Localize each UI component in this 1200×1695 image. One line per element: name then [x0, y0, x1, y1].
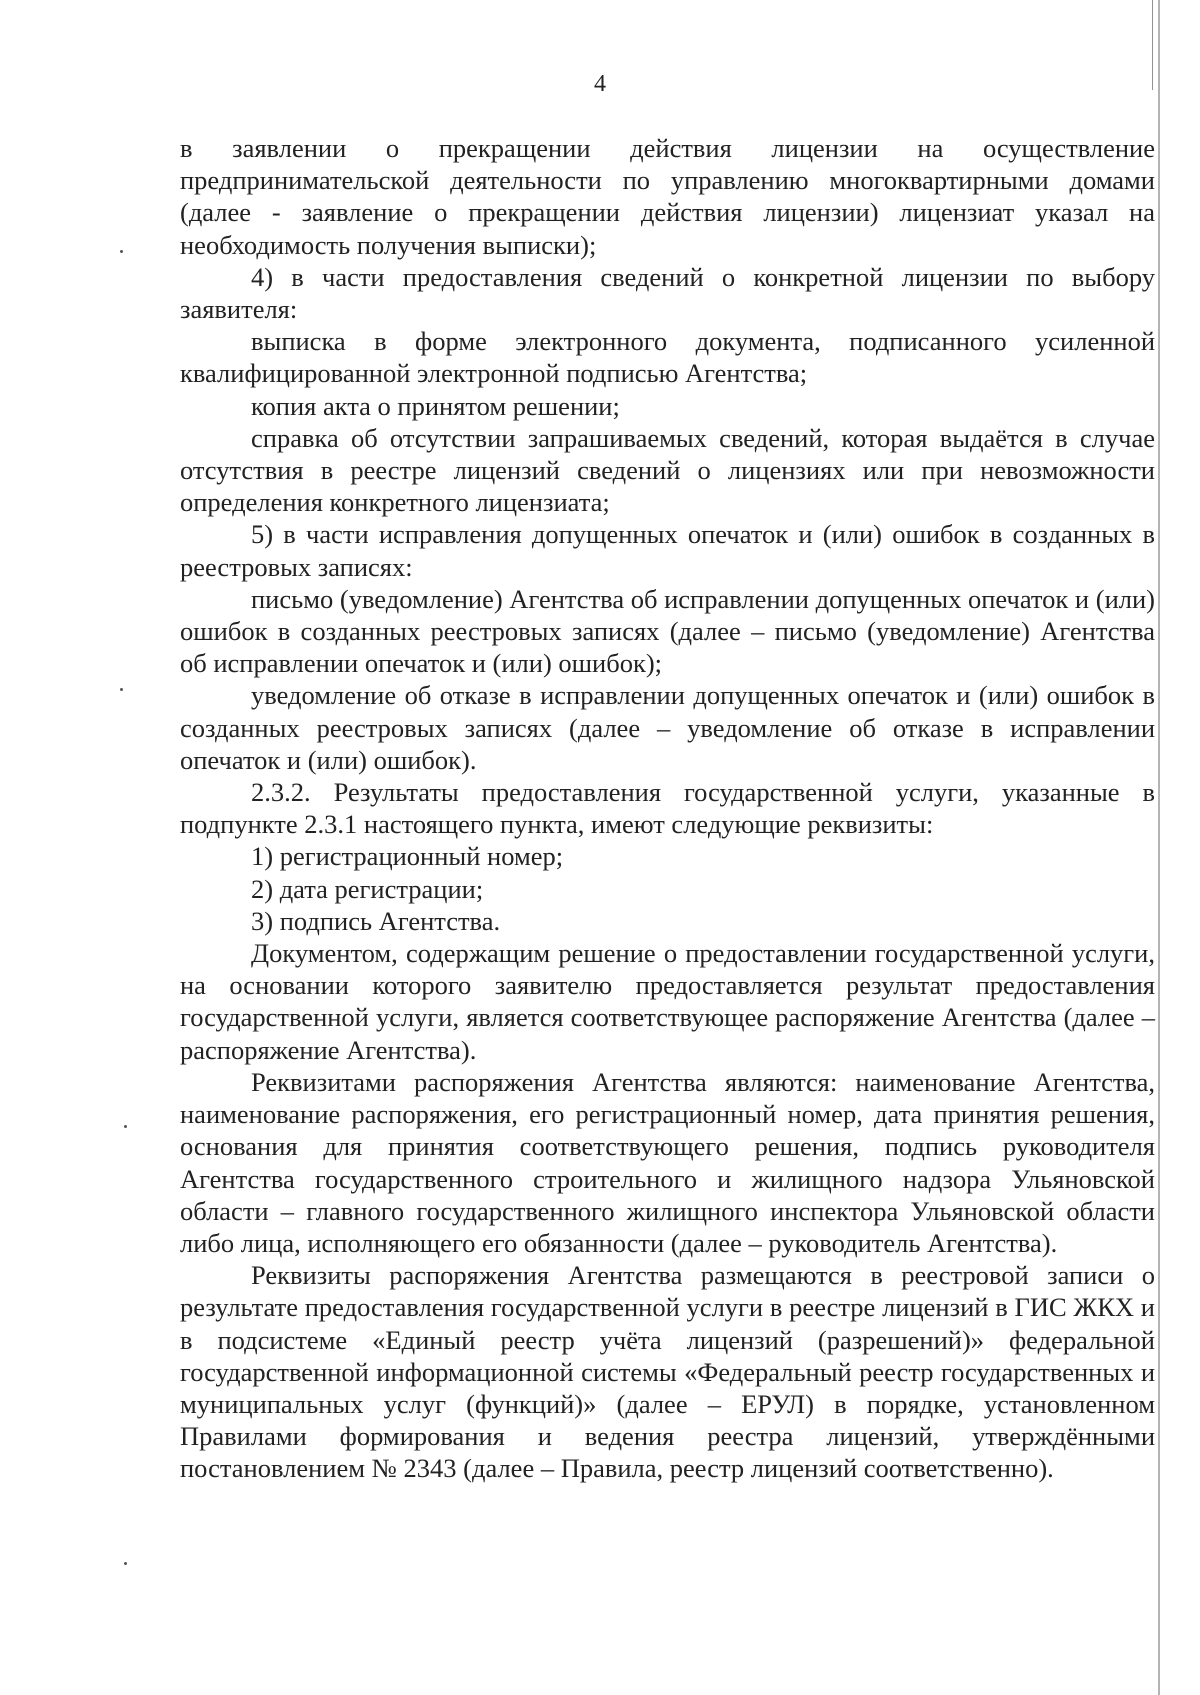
scan-speck — [124, 1125, 127, 1128]
paragraph-2: 4) в части предоставления сведений о конкретной лицензии по выбору заявителя: — [180, 261, 1155, 325]
paragraph-10: 1) регистрационный номер; — [251, 841, 564, 872]
paragraph-12: 3) подпись Агентства. — [251, 905, 501, 936]
paragraph-8: уведомление об отказе в исправлении допущенных опечаток и (или) ошибок в созданных реестровых записях (далее – уведомление об отказе в исправлении опечаток и (или) ошибок). — [180, 680, 1155, 775]
scan-speck — [120, 688, 123, 691]
paragraph-11: 2) дата регистрации; — [251, 873, 484, 904]
paragraph-3: выписка в форме электронного документа, подписанного усиленной квалифицированной электронной подписью Агентства; — [180, 326, 1155, 389]
scan-speck — [120, 250, 123, 253]
paragraph-13: Документом, содержащим решение о предоставлении государственной услуги, на основании которого заявителю предоставляется результат предоставления государственной услуги, является соответствующее распоряжение Агентства (далее – распоряжение Агентства). — [180, 938, 1155, 1065]
paragraph-1: в заявлении о прекращении действия лицензии на осуществление предпринимательской деятельности по управлению многоквартирными домами (далее - заявление о прекращении действия лицензии) лицензиат указал на необходимость получения выписки); — [180, 133, 1155, 260]
paragraph-14: Реквизитами распоряжения Агентства являются: наименование Агентства, наименование распоряжения, его регистрационный номер, дата принятия решения, основания для принятия соответствующего решения, подпись руководителя Агентства государственного строительного и жилищного надзора Ульяновской области – главного государственного жилищного инспектора Ульяновской области либо лица, исполняющего его обязанности (далее – руководитель Агентства). — [180, 1066, 1155, 1258]
scan-speck — [124, 1562, 127, 1565]
paragraph-5: справка об отсутствии запрашиваемых сведений, которая выдаётся в случае отсутствия в реестре лицензий сведений о лицензиях или при невозможности определения конкретного лицензиата; — [180, 422, 1155, 518]
paragraph-15: Реквизиты распоряжения Агентства размещаются в реестровой записи о результате предоставления государственной услуги в реестре лицензий в ГИС ЖКХ и в подсистеме «Единый реестр учёта лицензий (разрешений)» федеральной государственной информационной системы «Федеральный реестр государственных и муниципальных услуг (функций)» (далее – ЕРУЛ) в порядке, установленном Правилами формирования и ведения реестра лицензий, утверждёнными постановлением № 2343 (далее – Правила, реестр лицензий соответственно). — [180, 1260, 1155, 1484]
paragraph-4: копия акта о принятом решении; — [251, 390, 620, 421]
paragraph-6: 5) в части исправления допущенных опечаток и (или) ошибок в созданных в реестровых записях: — [180, 519, 1155, 582]
scan-edge-line — [1158, 0, 1160, 1695]
paragraph-7: письмо (уведомление) Агентства об исправлении допущенных опечаток и (или) ошибок в созданных реестровых записях (далее – письмо (уведомление) Агентства об исправлении опечаток и (или) ошибок); — [180, 583, 1155, 679]
paragraph-9: 2.3.2. Результаты предоставления государственной услуги, указанные в подпункте 2.3.1 настоящего пункта, имеют следующие реквизиты: — [180, 777, 1155, 840]
document-body — [180, 132, 1155, 1485]
page-number: 4 — [594, 71, 606, 97]
scan-edge-line-top — [1152, 0, 1153, 90]
